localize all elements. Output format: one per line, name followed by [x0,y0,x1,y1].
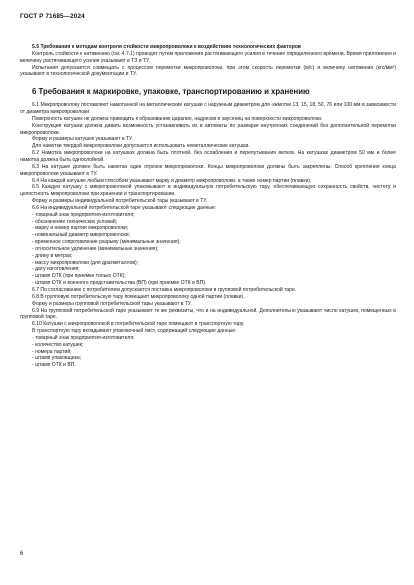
section-5-5-title [20,44,396,51]
paragraph-individual-tare: Форму и размеры индивидуальной потребительской тары указывают в ТУ. [32,198,208,205]
list-item: - временное сопротивление разрыву (минимальные значения); [32,239,181,246]
list-item: - штамп ОТК (при приемке только ОТК); [32,273,126,280]
paragraph-6-5: 6.5 Каждую катушку с микропроволокой упаковывают в индивидуальную потребительскую тару, обеспечивающую сохранность свойств, чистоту и целостность микропроволоки при хранении и транспортировании. [20,184,396,198]
paragraph-nonmetal: Для намотки твердой микропроволоки допускается использовать неметаллические катушки. [32,143,250,150]
paragraph-6-6: 6.6 На индивидуальной потребительской таре указывают следующие данные: [32,204,217,211]
list-item: - штамп упаковщика; [32,355,82,362]
section-5-5-number: 5.5 [32,44,40,50]
paragraph-group-tare: Форму и размеры групповой потребительской тары указывают в ТУ. [32,300,192,307]
list-item: - штамп ОТК и ВП. [32,362,76,369]
paragraph-6-3: 6.3 На катушке должен быть намотан один отрезок микропроволоки. Концы микропроволоки должны быть закреплены. Способ крепления конца микропроволоки указывают в ТУ. [20,163,396,177]
list-item: - марку и номер партии микропроволоки; [32,225,129,232]
paragraph-6-8: 6.8 В групповую потребительскую тару помещают микропроволоку одной партии (плавки). [32,293,245,300]
document-header: ГОСТ Р 71685—2024 [20,13,85,20]
paragraph-6-7: 6.7 По согласованию с потребителем допускается поставка микропроволоки в групповой потребительской таре. [32,287,297,293]
page-number: 6 [20,551,24,557]
list-item: - товарный знак предприятия-изготовителя; [32,334,135,341]
list-item: - штамп ОТК и военного представительства (ВП) (при приемке ОТК и ВП). [32,280,207,287]
page-body [20,44,396,369]
paragraph-packing-list: В транспортную тару вкладывают упаковочный лист, содержащий следующие данные: [32,328,237,335]
list-item: - массу микропроволоки (для драгметаллов); [32,259,139,266]
section-5-5-heading: Требования к методам контроля стойкости микропроволоки к воздействию технологических факторов [40,44,302,50]
list-item: - товарный знак предприятия-изготовителя; [32,211,135,218]
section-6-title: 6 Требования к маркировке, упаковке, транспортированию и хранению [32,87,310,97]
section-5-5-paragraph-2: Испытания допускается совмещать с процессом перемотки микропроволоки, при этом скорость перемотки (м/с) и величину натяжения (кгс/мм²) указывают в технологической документации и ТУ. [20,64,396,78]
list-item: - относительное удлинение (минимальные значения); [32,245,159,252]
list-item: - количество катушек; [32,341,84,348]
list-item: - обозначение технических условий; [32,218,118,225]
section-5-5-paragraph-1: Контроль стойкости к натяжению (см. 4.7.1) проводят путем приложения растягивающего усилия в течение определенного времени. Время приложения и величину растягивающего усилия указывают в ТЗ и ТУ. [20,50,396,64]
paragraph-6-1: 6.1 Микропроволоку поставляют намотанной на металлические катушки с наружным диаметром для «жмотки 13, 15, 18, 50, 76 или 100 мм в зависимости от диаметра микропроволоки [20,102,396,116]
paragraph-6-9: 6.9 На групповой потребительской таре указывают те же реквизиты, что и на индивидуальной. Дополнительно указывают число катушек, помещенных в групповой таре. [20,307,396,321]
paragraph-surface: Поверхность катушек не должна приводить к образованию царапин, надрезов и заусениц на поверхности микропроволоки. [32,115,323,122]
paragraph-construction: Конструкция катушки должна давать возможность устанавливать их в автоматы по разварке внутренних соединений без дополнительной перемотки микропроволоки. [20,122,396,136]
list-item: - длину в метрах; [32,252,73,259]
paragraph-6-4: 6.4 На каждой катушке любым способом указывают марку и диаметр микропроволоки, а также номер партии (плавки). [32,177,312,184]
list-item: - номера партий; [32,348,72,355]
paragraph-6-2: 6.2 Намотка микропроволоки на катушках должна быть плотной, без ослабления и перепутывания витков. На катушках диаметром 50 мм и более намотка должна быть однослойной. [20,150,396,163]
list-item: - номинальный диаметр микропроволоки; [32,232,130,239]
list-item: - дату изготовления; [32,266,80,273]
paragraph-6-10: 6.10 Катушки с микропроволокой в потребительской таре помещают в транспортную тару. [32,321,245,328]
paragraph-spool-form: Форму и размеры катушек указывают в ТУ. [32,136,133,143]
